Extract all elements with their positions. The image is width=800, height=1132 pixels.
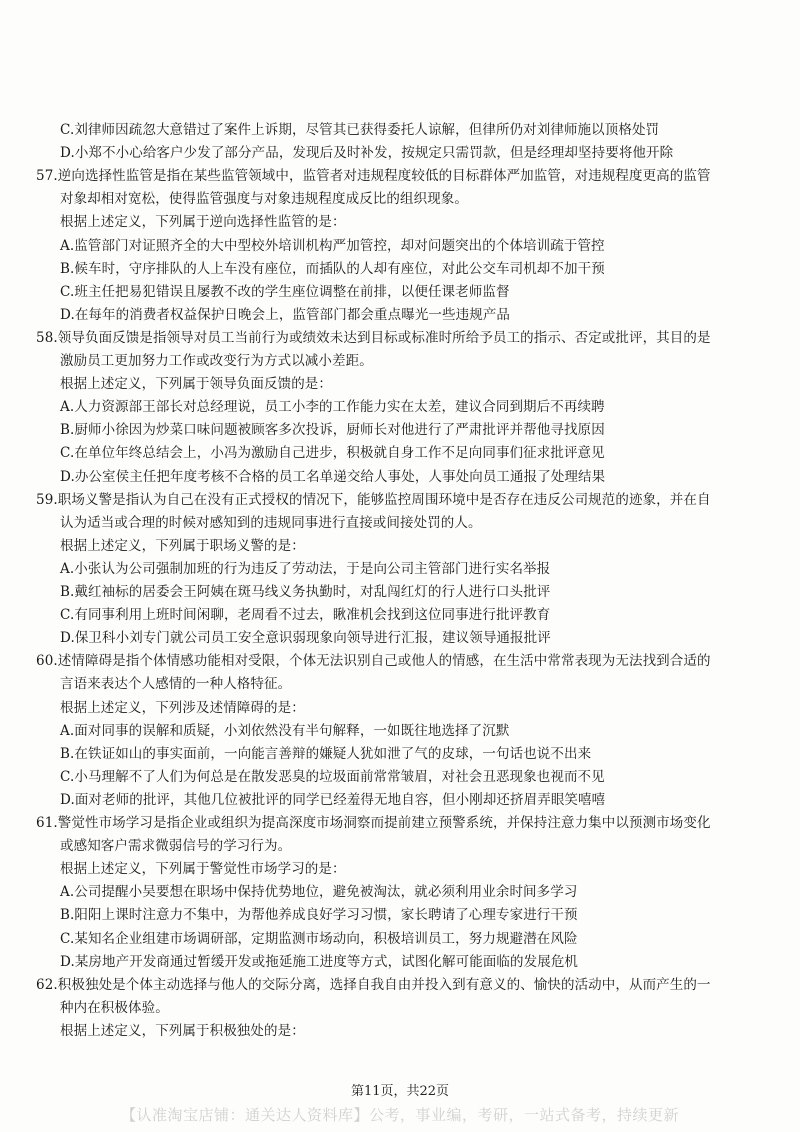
answer-option: B.在铁证如山的事实面前，一向能言善辩的嫌疑人犹如泄了气的皮球，一句话也说不出来: [60, 746, 592, 762]
question-stem-continued: 言语来表达个人感情的一种人格特征。: [60, 676, 292, 692]
question-prompt: 根据上述定义，下列属于积极独处的是：: [60, 1023, 305, 1039]
answer-option: D.面对老师的批评，其他几位被批评的同学已经羞得无地自容，但小刚却还挤眉弄眼笑嘻嘻: [60, 792, 606, 808]
question-prompt: 根据上述定义，下列属于领导负面反馈的是：: [60, 376, 332, 392]
answer-option: D.在每年的消费者权益保护日晚会上，监管部门都会重点曝光一些违规产品: [60, 307, 511, 323]
question-stem-continued: 种内在积极体验。: [60, 1000, 169, 1016]
question-prompt: 根据上述定义，下列属于逆向选择性监管的是：: [60, 214, 346, 230]
answer-option: A.人力资源部王部长对总经理说，员工小李的工作能力实在太差，建议合同到期后不再续聘: [60, 399, 605, 415]
answer-option: A.小张认为公司强制加班的行为违反了劳动法，于是向公司主管部门进行实名举报: [60, 561, 551, 577]
answer-option: A.面对同事的误解和质疑，小刘依然没有半句解释，一如既往地选择了沉默: [60, 723, 510, 739]
answer-option: D.某房地产开发商通过暂缓开发或拖延施工进度等方式，试图化解可能面临的发展危机: [60, 954, 579, 970]
question-prompt: 根据上述定义，下列涉及述情障碍的是：: [60, 700, 305, 716]
watermark-text: 【认准淘宝店铺：通关达人资料库】公考，事业编，考研，一站式备考，持续更新: [120, 1106, 679, 1124]
answer-option: A.公司提醒小吴要想在职场中保持优势地位，避免被淘汰，就必须利用业余时间多学习: [60, 884, 578, 900]
answer-option: C.小马理解不了人们为何总是在散发恶臭的垃圾面前常常皱眉，对社会丑恶现象也视而不见: [60, 769, 605, 785]
answer-option: D.保卫科小刘专门就公司员工安全意识弱现象向领导进行汇报，建议领导通报批评: [60, 630, 551, 646]
question-stem: 60.述情障碍是指个体情感功能相对受限，个体无法识别自己或他人的情感，在生活中常常表现为无法找到合适的: [36, 653, 711, 669]
answer-option: B.厨师小徐因为炒菜口味问题被顾客多次投诉，厨师长对他进行了严肃批评并帮他寻找原因: [60, 422, 605, 438]
question-stem: 61.警觉性市场学习是指企业或组织为提高深度市场洞察而提前建立预警系统，并保持注意力集中以预测市场变化: [36, 815, 711, 831]
answer-option: B.阳阳上课时注意力不集中，为帮他养成良好学习习惯，家长聘请了心理专家进行干预: [60, 907, 578, 923]
answer-option: C.班主任把易犯错误且屡教不改的学生座位调整在前排，以便任课老师监督: [60, 284, 510, 300]
question-prompt: 根据上述定义，下列属于警觉性市场学习的是：: [60, 861, 346, 877]
question-stem-continued: 对象却相对宽松，使得监管强度与对象违规程度成反比的组织现象。: [60, 191, 468, 207]
answer-option: C.某知名企业组建市场调研部，定期监测市场动向，积极培训员工，努力规避潜在风险: [60, 931, 578, 947]
question-stem-continued: 激励员工更加努力工作或改变行为方式以减小差距。: [60, 353, 373, 369]
answer-option: A.监管部门对证照齐全的大中型校外培训机构严加管控，却对问题突出的个体培训疏于管控: [60, 238, 605, 254]
question-prompt: 根据上述定义，下列属于职场义警的是：: [60, 538, 305, 554]
answer-option: D.办公室侯主任把年度考核不合格的员工名单递交给人事处，人事处向员工通报了处理结果: [60, 469, 606, 485]
answer-option: C.刘律师因疏忽大意错过了案件上诉期，尽管其已获得委托人谅解，但律所仍对刘律师施以顶格处罚: [60, 122, 660, 138]
page-number: 第11页，共22页: [350, 1084, 450, 1099]
question-stem: 58.领导负面反馈是指领导对员工当前行为或绩效未达到目标或标准时所给予员工的指示、否定或批评，其目的是: [36, 330, 711, 346]
question-stem: 57.逆向选择性监管是指在某些监管领域中，监管者对违规程度较低的目标群体严加监管，对违规程度更高的监管: [36, 168, 711, 184]
answer-option: C.在单位年终总结会上，小冯为激励自己进步，积极就自身工作不足向同事们征求批评意见: [60, 445, 605, 461]
question-stem: 62.积极独处是个体主动选择与他人的交际分离，选择自我自由并投入到有意义的、愉快的活动中，从而产生的一: [36, 977, 711, 993]
question-stem-continued: 或感知客户需求微弱信号的学习行为。: [60, 838, 292, 854]
question-stem: 59.职场义警是指认为自己在没有正式授权的情况下，能够监控周围环境中是否存在违反公司规范的迹象，并在自: [36, 492, 711, 508]
question-stem-continued: 认为适当或合理的时候对感知到的违规同事进行直接或间接处罚的人。: [60, 515, 482, 531]
answer-option: C.有同事利用上班时间闲聊，老周看不过去，瞅准机会找到这位同事进行批评教育: [60, 607, 551, 623]
answer-option: B.戴红袖标的居委会王阿姨在斑马线义务执勤时，对乱闯红灯的行人进行口头批评: [60, 584, 551, 600]
answer-option: B.候车时，守序排队的人上车没有座位，而插队的人却有座位，对此公交车司机却不加干预: [60, 261, 605, 277]
answer-option: D.小郑不小心给客户少发了部分产品，发现后及时补发，按规定只需罚款，但是经理却坚持要将他开除: [60, 145, 674, 161]
